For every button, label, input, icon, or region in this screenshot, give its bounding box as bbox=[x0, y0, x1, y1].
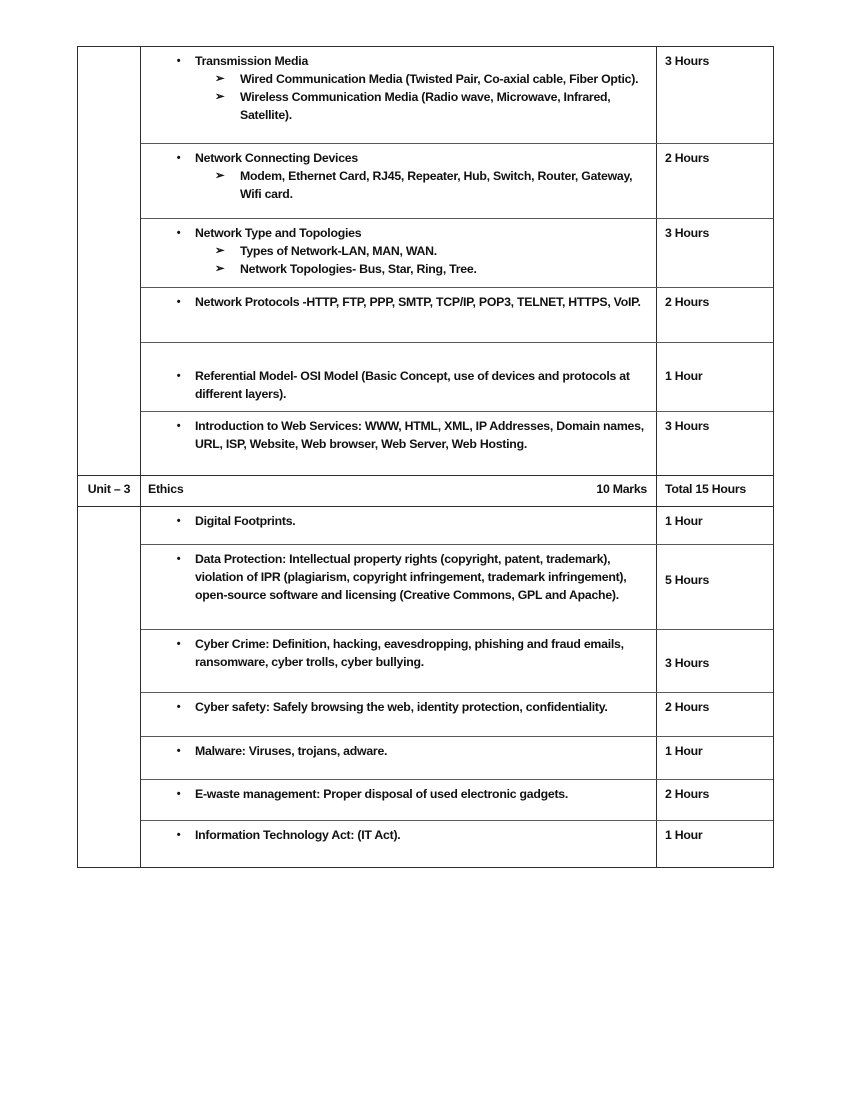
hours-cell bbox=[656, 47, 773, 143]
bullet-icon: • bbox=[176, 296, 181, 308]
topic-line bbox=[162, 742, 646, 760]
topic-text: Digital Footprints. bbox=[195, 514, 296, 528]
subtopic-text: Network Topologies- Bus, Star, Ring, Tree. bbox=[240, 262, 477, 276]
bullet-icon: • bbox=[176, 515, 181, 527]
unit3-label: Unit – 3 bbox=[87, 482, 131, 496]
bullet-icon: • bbox=[176, 788, 181, 800]
arrow-bullet-icon: ➢ bbox=[215, 263, 225, 275]
unit2-continuation-band bbox=[78, 47, 773, 475]
unit3-title: Ethics bbox=[148, 482, 184, 496]
hours-cell bbox=[656, 780, 773, 820]
bullet-icon: • bbox=[176, 553, 181, 565]
bullet-icon: • bbox=[176, 152, 181, 164]
arrow-bullet-icon: ➢ bbox=[215, 73, 225, 85]
topic-line bbox=[162, 635, 646, 671]
hours-text: 1 Hour bbox=[665, 744, 703, 758]
bullet-icon: • bbox=[176, 745, 181, 757]
topic-line bbox=[162, 224, 646, 242]
unit3-total-hours: Total 15 Hours bbox=[665, 482, 746, 496]
topic-line bbox=[162, 367, 646, 403]
unit2-unit-cell-empty bbox=[78, 47, 141, 475]
table-row bbox=[141, 412, 773, 475]
topic-cell bbox=[141, 288, 656, 342]
table-row bbox=[141, 737, 773, 780]
subtopic-text: Modem, Ethernet Card, RJ45, Repeater, Hub, Switch, Router, Gateway, Wifi card. bbox=[240, 169, 633, 201]
arrow-bullet-icon: ➢ bbox=[215, 245, 225, 257]
topic-line bbox=[162, 826, 646, 844]
topic-text: E-waste management: Proper disposal of used electronic gadgets. bbox=[195, 787, 569, 801]
sub-line bbox=[211, 70, 646, 88]
subtopic-text: Wired Communication Media (Twisted Pair, Co-axial cable, Fiber Optic). bbox=[240, 72, 639, 86]
bullet-icon: • bbox=[176, 420, 181, 432]
hours-text: 3 Hours bbox=[665, 54, 710, 68]
topic-text: Network Connecting Devices bbox=[195, 151, 358, 165]
bullet-icon: • bbox=[176, 370, 181, 382]
table-row bbox=[141, 693, 773, 737]
unit3-unit-cell-empty bbox=[78, 507, 141, 867]
topic-text: Information Technology Act: (IT Act). bbox=[195, 828, 401, 842]
unit3-header-row bbox=[78, 475, 773, 507]
table-row bbox=[141, 545, 773, 630]
topic-cell bbox=[141, 144, 656, 218]
hours-text: 3 Hours bbox=[665, 656, 710, 670]
topic-cell bbox=[141, 343, 656, 411]
topic-cell bbox=[141, 507, 656, 544]
hours-cell bbox=[656, 343, 773, 411]
arrow-bullet-icon: ➢ bbox=[215, 91, 225, 103]
hours-text: 5 Hours bbox=[665, 573, 710, 587]
topic-line bbox=[162, 52, 646, 70]
hours-cell bbox=[656, 821, 773, 867]
hours-cell bbox=[656, 288, 773, 342]
bullet-icon: • bbox=[176, 227, 181, 239]
hours-text: 2 Hours bbox=[665, 151, 710, 165]
bullet-icon: • bbox=[176, 55, 181, 67]
sub-line bbox=[211, 242, 646, 260]
hours-text: 1 Hour bbox=[665, 369, 703, 383]
topic-cell bbox=[141, 821, 656, 867]
topic-cell bbox=[141, 412, 656, 475]
hours-text: 3 Hours bbox=[665, 419, 710, 433]
topic-line bbox=[162, 149, 646, 167]
topic-cell bbox=[141, 47, 656, 143]
topic-line bbox=[162, 550, 646, 604]
hours-cell bbox=[656, 507, 773, 544]
topic-line bbox=[162, 293, 646, 311]
table-row bbox=[141, 630, 773, 693]
unit3-label-cell bbox=[78, 476, 141, 506]
hours-text: 3 Hours bbox=[665, 226, 710, 240]
hours-text: 2 Hours bbox=[665, 700, 710, 714]
table-row bbox=[141, 144, 773, 219]
hours-text: 1 Hour bbox=[665, 828, 703, 842]
table-row bbox=[141, 343, 773, 412]
hours-cell bbox=[656, 630, 773, 692]
hours-cell bbox=[656, 412, 773, 475]
bullet-icon: • bbox=[176, 829, 181, 841]
hours-cell bbox=[656, 219, 773, 287]
topic-text: Introduction to Web Services: WWW, HTML, XML, IP Addresses, Domain names, URL, ISP, Website, Web browser, Web Server, Web Hosting. bbox=[195, 419, 644, 451]
topic-text: Network Type and Topologies bbox=[195, 226, 362, 240]
topic-cell bbox=[141, 780, 656, 820]
subtopic-text: Types of Network-LAN, MAN, WAN. bbox=[240, 244, 437, 258]
topic-line bbox=[162, 417, 646, 453]
topic-line bbox=[162, 698, 646, 716]
topic-cell bbox=[141, 219, 656, 287]
hours-text: 1 Hour bbox=[665, 514, 703, 528]
hours-cell bbox=[656, 737, 773, 779]
syllabus-table bbox=[77, 46, 774, 868]
unit3-content-band bbox=[78, 507, 773, 867]
sub-line bbox=[211, 88, 646, 124]
topic-line bbox=[162, 785, 646, 803]
topic-text: Referential Model- OSI Model (Basic Concept, use of devices and protocols at different layers). bbox=[195, 369, 630, 401]
sub-line bbox=[211, 260, 646, 278]
topic-line bbox=[162, 512, 646, 530]
subtopic-text: Wireless Communication Media (Radio wave, Microwave, Infrared, Satellite). bbox=[240, 90, 611, 122]
topic-cell bbox=[141, 545, 656, 629]
arrow-bullet-icon: ➢ bbox=[215, 170, 225, 182]
bullet-icon: • bbox=[176, 701, 181, 713]
hours-text: 2 Hours bbox=[665, 295, 710, 309]
table-row bbox=[141, 507, 773, 545]
sub-line bbox=[211, 167, 646, 203]
unit3-title-cell bbox=[141, 476, 656, 506]
table-row bbox=[141, 288, 773, 343]
hours-text: 2 Hours bbox=[665, 787, 710, 801]
topic-text: Cyber safety: Safely browsing the web, identity protection, confidentiality. bbox=[195, 700, 608, 714]
unit3-marks: 10 Marks bbox=[596, 482, 647, 496]
bullet-icon: • bbox=[176, 638, 181, 650]
topic-cell bbox=[141, 630, 656, 692]
table-row bbox=[141, 47, 773, 144]
topic-cell bbox=[141, 693, 656, 736]
hours-cell bbox=[656, 144, 773, 218]
topic-text: Network Protocols -HTTP, FTP, PPP, SMTP, TCP/IP, POP3, TELNET, HTTPS, VoIP. bbox=[195, 295, 641, 309]
topic-cell bbox=[141, 737, 656, 779]
table-row bbox=[141, 219, 773, 288]
table-row bbox=[141, 821, 773, 867]
unit2-rows bbox=[141, 47, 773, 475]
topic-text: Malware: Viruses, trojans, adware. bbox=[195, 744, 388, 758]
unit3-total-hours-cell bbox=[656, 476, 773, 506]
hours-cell bbox=[656, 545, 773, 629]
unit3-rows bbox=[141, 507, 773, 867]
topic-text: Cyber Crime: Definition, hacking, eavesdropping, phishing and fraud emails, ransomware, cyber trolls, cyber bullying. bbox=[195, 637, 624, 669]
hours-cell bbox=[656, 693, 773, 736]
table-row bbox=[141, 780, 773, 821]
topic-text: Data Protection: Intellectual property rights (copyright, patent, trademark), violation of IPR (plagiarism, copyright infringement, trademark infringement), open-source software and licensing (Creative Commons, GPL and Apache). bbox=[195, 552, 627, 602]
topic-text: Transmission Media bbox=[195, 54, 309, 68]
